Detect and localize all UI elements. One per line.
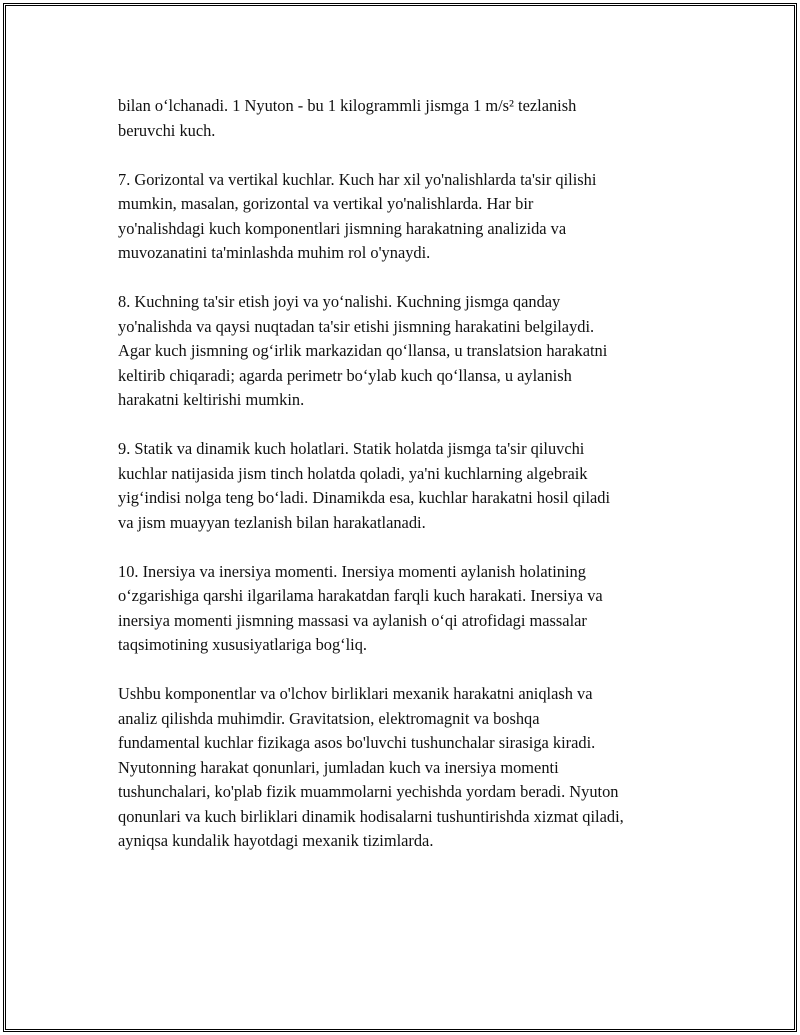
paragraph-item-10: 10. Inersiya va inersiya momenti. Inersiya momenti aylanish holatining o‘zgarishiga qarshi ilgarilama harakatdan farqli kuch harakati. Inersiya va inersiya momenti jismning massasi va aylanish o‘qi atrofidagi massalar taqsimotining xususiyatlariga bog‘liq. [118, 561, 603, 654]
paragraph-conclusion: Ushbu komponentlar va o'lchov birliklari mexanik harakatni aniqlash va analiz qilishda muhimdir. Gravitatsion, elektromagnit va boshqa fundamental kuchlar fizikaga asos bo'luvchi tushunchalar sirasiga kiradi. Nyutonning harakat qonunlari, jumladan kuch va inersiya momenti tushunchalari, ko'plab fizik muammolarni yechishda yordam beradi. Nyuton qonunlari va kuch birliklari dinamik hodisalarni tushuntirishda xizmat qiladi, ayniqsa kundalik hayotdagi mexanik tizimlarda. [118, 684, 624, 850]
paragraph-item-8: 8. Kuchning ta'sir etish joyi va yo‘nalishi. Kuchning jismga qanday yo'nalishda va qaysi nuqtadan ta'sir etishi jismning harakatini belgilaydi. Agar kuch jismning og‘irlik markazidan qo‘llansa, u translatsion harakatni keltirib chiqaradi; agarda perimetr bo‘ylab kuch qo‘llansa, u aylanish harakatni keltirishi mumkin. [118, 292, 608, 409]
paragraph-item-7: 7. Gorizontal va vertikal kuchlar. Kuch har xil yo'nalishlarda ta'sir qilishi mumkin, masalan, gorizontal va vertikal yo'nalishlarda. Har bir yo'nalishdagi kuch komponentlari jismning harakatning analizida va muvozanatini ta'minlashda muhim rol o'ynaydi. [118, 169, 597, 262]
paragraph-item-9: 9. Statik va dinamik kuch holatlari. Statik holatda jismga ta'sir qiluvchi kuchlar natijasida jism tinch holatda qoladi, ya'ni kuchlarning algebraik yig‘indisi nolga teng bo‘ladi. Dinamikda esa, kuchlar harakatni hosil qiladi va jism muayyan tezlanish bilan harakatlanadi. [118, 439, 611, 532]
document-body [118, 94, 708, 878]
paragraph-continuation: bilan o‘lchanadi. 1 Nyuton - bu 1 kilogrammli jismga 1 m/s² tezlanish beruvchi kuch. [118, 96, 577, 140]
